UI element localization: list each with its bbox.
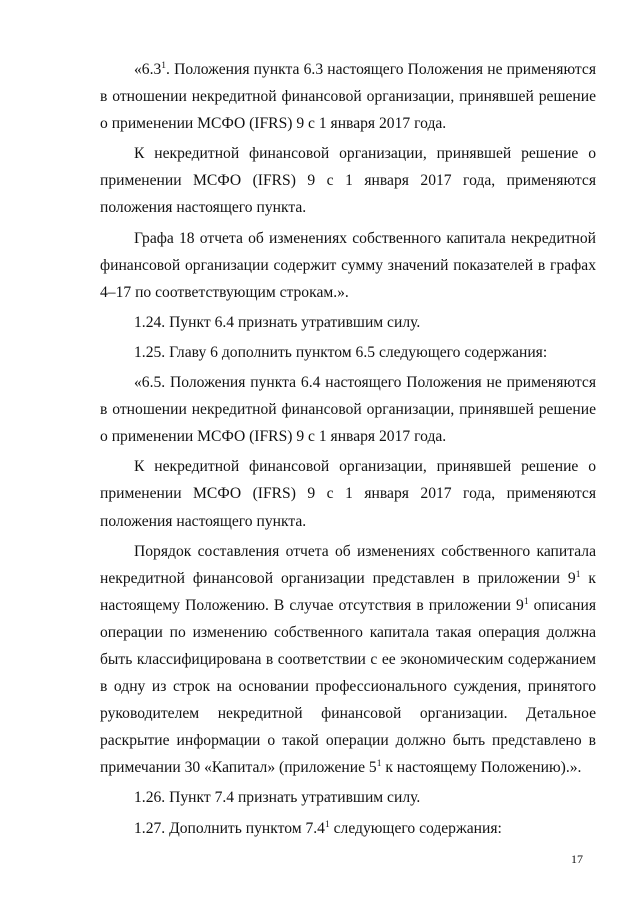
- paragraph-applicability-6-5: К некредитной финансовой организации, принявшей решение о применении МСФО (IFRS) 9 с 1 января 2017 года, применяются положения настоящего пункта.: [100, 458, 596, 530]
- paragraph-6-3-1: «$6.3^1$. Положения пункта 6.3 настоящего Положения не применяются в отношении некредитной финансовой организации, принявшей решение о применении МСФО (IFRS) 9 с 1 января 2017 года.: [100, 61, 596, 133]
- paragraph-column-18: Графа 18 отчета об изменениях собственного капитала некредитной финансовой организации содержит сумму значений показателей в графах 4–17 по соответствующим строкам.».: [100, 229, 596, 301]
- page-number: 17: [571, 852, 583, 866]
- paragraph-report-procedure: Порядок составления отчета об изменениях собственного капитала некредитной финансовой организации представлен в приложении $9^1$ к настоящему Положению. В случае отсутствия в приложении $9^1$ описания операции по изменению собственного капитала такая операция должна быть классифицирована в соответствии с ее экономическим содержанием в одну из строк на основании профессионального суждения, принятого руководителем некредитной финансовой организации. Детальное раскрытие информации о такой операции должно быть представлено в примечании 30 «Капитал» (приложение $5^1$ к настоящему Положению).».: [100, 542, 596, 777]
- paragraph-6-5: «6.5. Положения пункта 6.4 настоящего Положения не применяются в отношении некредитной финансовой организации, принявшей решение о применении МСФО (IFRS) 9 с 1 января 2017 года.: [100, 374, 596, 446]
- document-body: [100, 56, 596, 842]
- paragraph-1-27: 1.27. Дополнить пунктом $7.4^1$ следующего содержания:: [134, 819, 502, 837]
- paragraph-applicability-6-3: К некредитной финансовой организации, принявшей решение о применении МСФО (IFRS) 9 с 1 января 2017 года, применяются положения настоящего пункта.: [100, 145, 596, 217]
- paragraph-1-26: 1.26. Пункт 7.4 признать утратившим силу.: [134, 789, 421, 807]
- paragraph-1-24: 1.24. Пункт 6.4 признать утратившим силу.: [134, 313, 421, 331]
- paragraph-1-25: 1.25. Главу 6 дополнить пунктом 6.5 следующего содержания:: [134, 343, 548, 361]
